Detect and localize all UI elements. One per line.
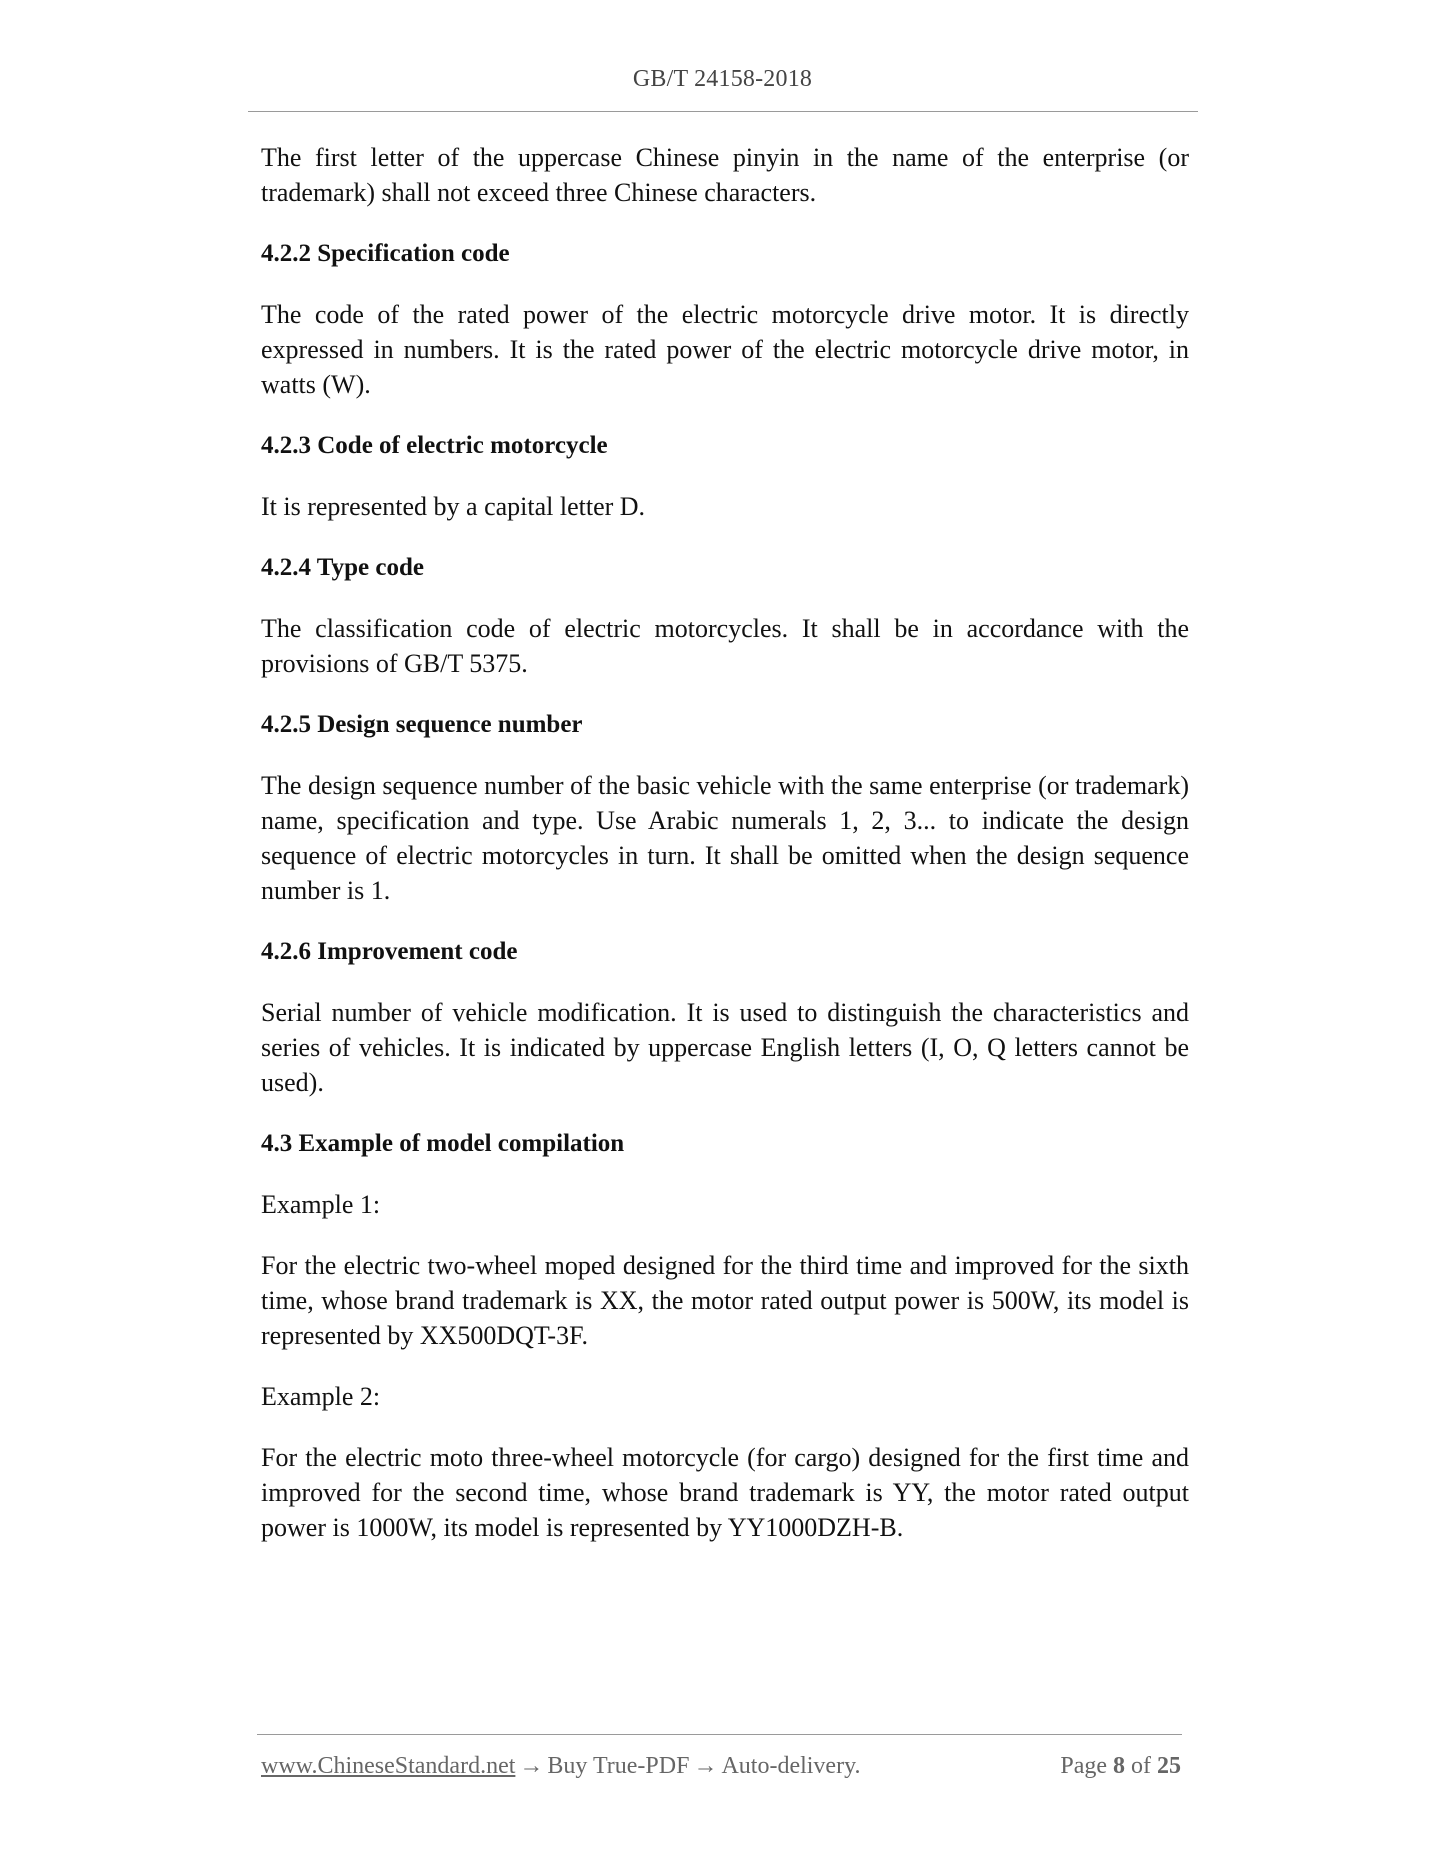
footer-divider — [257, 1734, 1182, 1735]
footer-promo — [261, 1750, 861, 1782]
header-divider — [248, 111, 1198, 112]
page-current: 8 — [1113, 1753, 1125, 1779]
page-number — [1060, 1750, 1181, 1782]
section-heading-4-2-4: 4.2.4 Type code — [261, 554, 424, 581]
arrow-right-icon: → — [693, 1753, 718, 1779]
website-link[interactable]: www.ChineseStandard.net — [261, 1753, 516, 1779]
section-heading-4-2-2: 4.2.2 Specification code — [261, 240, 510, 267]
arrow-right-icon: → — [519, 1753, 544, 1779]
section-heading-4-2-6: 4.2.6 Improvement code — [261, 938, 518, 965]
paragraph: The design sequence number of the basic vehicle with the same enterprise (or trademark) name, specification and type. Use Arabic numerals 1, 2, 3... to indicate the design sequence of electric motorcycles in turn. It shall be omitted when the design sequence number is 1. — [261, 771, 1189, 905]
example-label: Example 1: — [261, 1190, 381, 1219]
paragraph: It is represented by a capital letter D. — [261, 492, 646, 521]
page-of: of — [1131, 1753, 1151, 1779]
paragraph: For the electric moto three-wheel motorcycle (for cargo) designed for the first time and improved for the second time, whose brand trademark is YY, the motor rated output power is 1000W, its model is represented by YY1000DZH-B. — [261, 1443, 1189, 1542]
paragraph: For the electric two-wheel moped designed for the third time and improved for the sixth time, whose brand trademark is XX, the motor rated output power is 500W, its model is represented by XX500DQT-3F. — [261, 1251, 1189, 1350]
paragraph: Serial number of vehicle modification. It is used to distinguish the characteristics and series of vehicles. It is indicated by uppercase English letters (I, O, Q letters cannot be used). — [261, 998, 1189, 1097]
page-label: Page — [1060, 1753, 1107, 1779]
section-heading-4-2-3: 4.2.3 Code of electric motorcycle — [261, 432, 608, 459]
document-body — [261, 140, 1189, 1571]
paragraph: The first letter of the uppercase Chinese pinyin in the name of the enterprise (or trademark) shall not exceed three Chinese characters. — [261, 143, 1189, 207]
page-total: 25 — [1157, 1753, 1181, 1779]
delivery-text: Auto-delivery. — [721, 1753, 861, 1779]
document-code: GB/T 24158-2018 — [632, 66, 813, 92]
paragraph: The classification code of electric motorcycles. It shall be in accordance with the provisions of GB/T 5375. — [261, 614, 1189, 678]
example-label: Example 2: — [261, 1382, 381, 1411]
buy-pdf-text: Buy True-PDF — [547, 1753, 690, 1779]
section-heading-4-3: 4.3 Example of model compilation — [261, 1130, 625, 1157]
section-heading-4-2-5: 4.2.5 Design sequence number — [261, 711, 583, 738]
paragraph: The code of the rated power of the electric motorcycle drive motor. It is directly expressed in numbers. It is the rated power of the electric motorcycle drive motor, in watts (W). — [261, 300, 1189, 399]
